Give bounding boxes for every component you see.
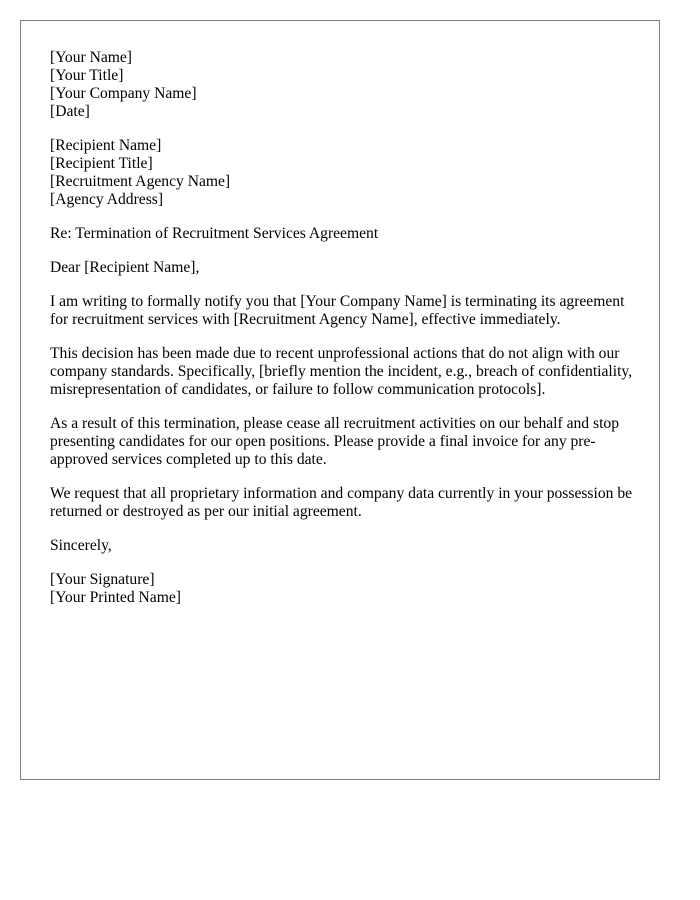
recipient-agency: [Recruitment Agency Name] bbox=[50, 173, 231, 190]
letter-date: [Date] bbox=[50, 103, 90, 120]
sender-company: [Your Company Name] bbox=[50, 85, 197, 102]
recipient-title: [Recipient Title] bbox=[50, 155, 153, 172]
recipient-block bbox=[50, 137, 640, 209]
salutation: Dear [Recipient Name], bbox=[50, 259, 200, 276]
signature-block bbox=[50, 571, 640, 607]
paragraph-cease-activities: As a result of this termination, please cease all recruitment activities on our behalf and stop presenting candidates for our open positions. Please provide a final invoice for any pre-approved services completed up to this date. bbox=[50, 415, 619, 468]
recipient-name: [Recipient Name] bbox=[50, 137, 162, 154]
paragraph-notification: I am writing to formally notify you that [Your Company Name] is terminating its agreement for recruitment services with [Recruitment Agency Name], effective immediately. bbox=[50, 293, 625, 328]
sender-title: [Your Title] bbox=[50, 67, 124, 84]
signature-placeholder: [Your Signature] bbox=[50, 571, 155, 588]
recipient-address: [Agency Address] bbox=[50, 191, 164, 208]
letter-content bbox=[50, 49, 640, 607]
sender-name: [Your Name] bbox=[50, 49, 133, 66]
printed-name: [Your Printed Name] bbox=[50, 589, 181, 606]
paragraph-data-return: We request that all proprietary information and company data currently in your possession be returned or destroyed as per our initial agreement. bbox=[50, 485, 633, 520]
letter-page bbox=[20, 20, 660, 780]
sender-block bbox=[50, 49, 640, 121]
subject-line: Re: Termination of Recruitment Services Agreement bbox=[50, 225, 379, 242]
closing: Sincerely, bbox=[50, 537, 112, 554]
paragraph-reason: This decision has been made due to recent unprofessional actions that do not align with our company standards. Specifically, [briefly mention the incident, e.g., breach of confidentiality, misrepresentation of candidates, or failure to follow communication protocols]. bbox=[50, 345, 633, 398]
